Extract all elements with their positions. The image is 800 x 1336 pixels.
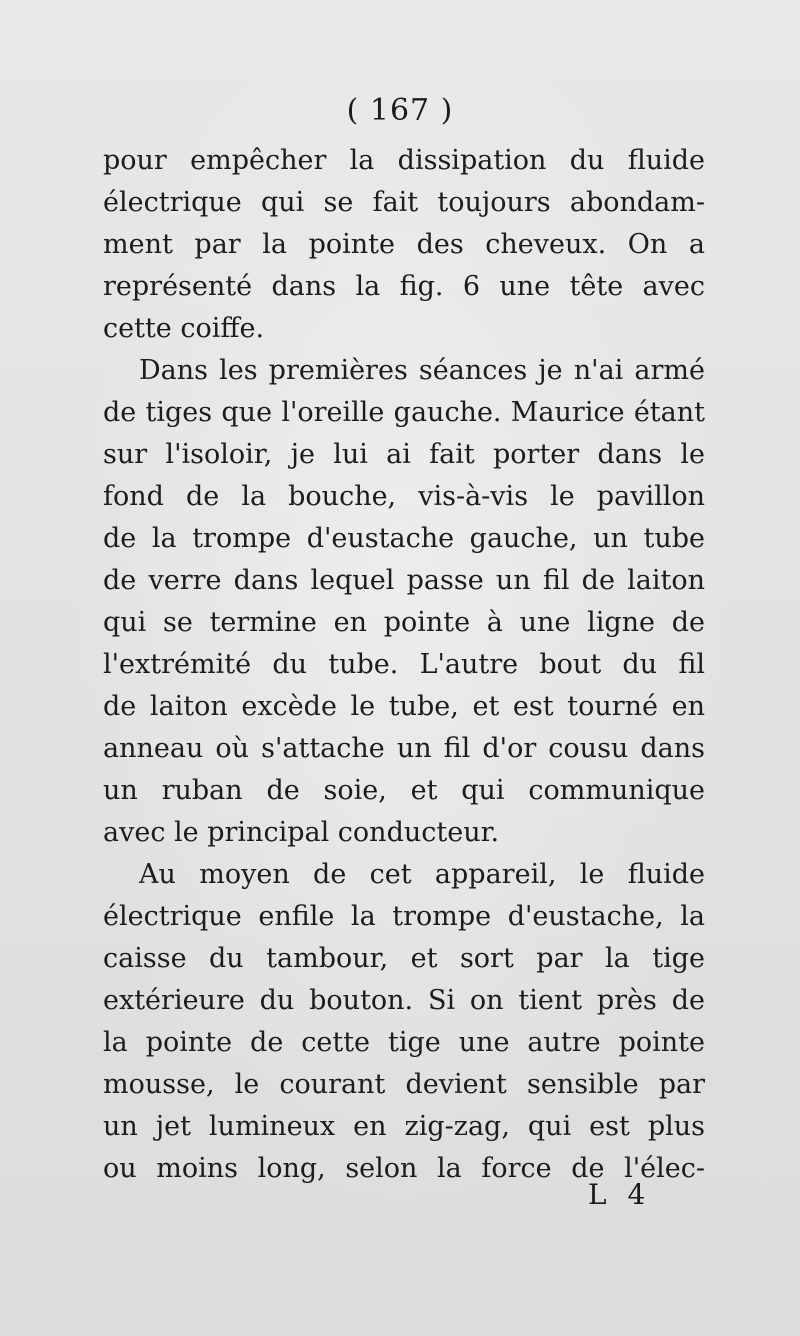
- text-line: sur l'isoloir, je lui ai fait porter dans le: [103, 439, 705, 470]
- text-line: pour empêcher la dissipation du fluide: [103, 145, 705, 176]
- text-line: caisse du tambour, et sort par la tige: [103, 943, 705, 974]
- text-line: fond de la bouche, vis-à-vis le pavillon: [103, 481, 705, 512]
- text-line: électrique enfile la trompe d'eustache, la: [103, 901, 705, 932]
- text-line: mousse, le courant devient sensible par: [103, 1069, 705, 1100]
- text-line: cette coiffe.: [103, 313, 265, 344]
- text-line: l'extrémité du tube. L'autre bout du fil: [103, 649, 705, 680]
- text-line: représenté dans la fig. 6 une tête avec: [103, 271, 705, 302]
- page-number-header: ( 167 ): [346, 93, 454, 128]
- signature-mark: L 4: [588, 1178, 652, 1211]
- text-line: qui se termine en pointe à une ligne de: [103, 607, 705, 638]
- text-line: Au moyen de cet appareil, le fluide: [139, 859, 705, 890]
- text-line: électrique qui se fait toujours abondam-: [103, 187, 705, 218]
- text-line: de la trompe d'eustache gauche, un tube: [103, 523, 705, 554]
- text-line: anneau où s'attache un fil d'or cousu dans: [103, 733, 705, 764]
- text-line: de verre dans lequel passe un fil de laiton: [103, 565, 705, 596]
- text-line: avec le principal conducteur.: [103, 817, 500, 848]
- text-line: Dans les premières séances je n'ai armé: [139, 355, 705, 386]
- text-line: un jet lumineux en zig-zag, qui est plus: [103, 1111, 705, 1142]
- text-line: de laiton excède le tube, et est tourné en: [103, 691, 705, 722]
- text-line: la pointe de cette tige une autre pointe: [103, 1027, 705, 1058]
- page-body-text: [103, 140, 705, 1190]
- text-line: de tiges que l'oreille gauche. Maurice étant: [103, 397, 705, 428]
- text-line: extérieure du bouton. Si on tient près de: [103, 985, 705, 1016]
- text-line: ment par la pointe des cheveux. On a: [103, 229, 705, 260]
- text-line: un ruban de soie, et qui communique: [103, 775, 705, 806]
- text-line: ou moins long, selon la force de l'élec-: [103, 1153, 705, 1184]
